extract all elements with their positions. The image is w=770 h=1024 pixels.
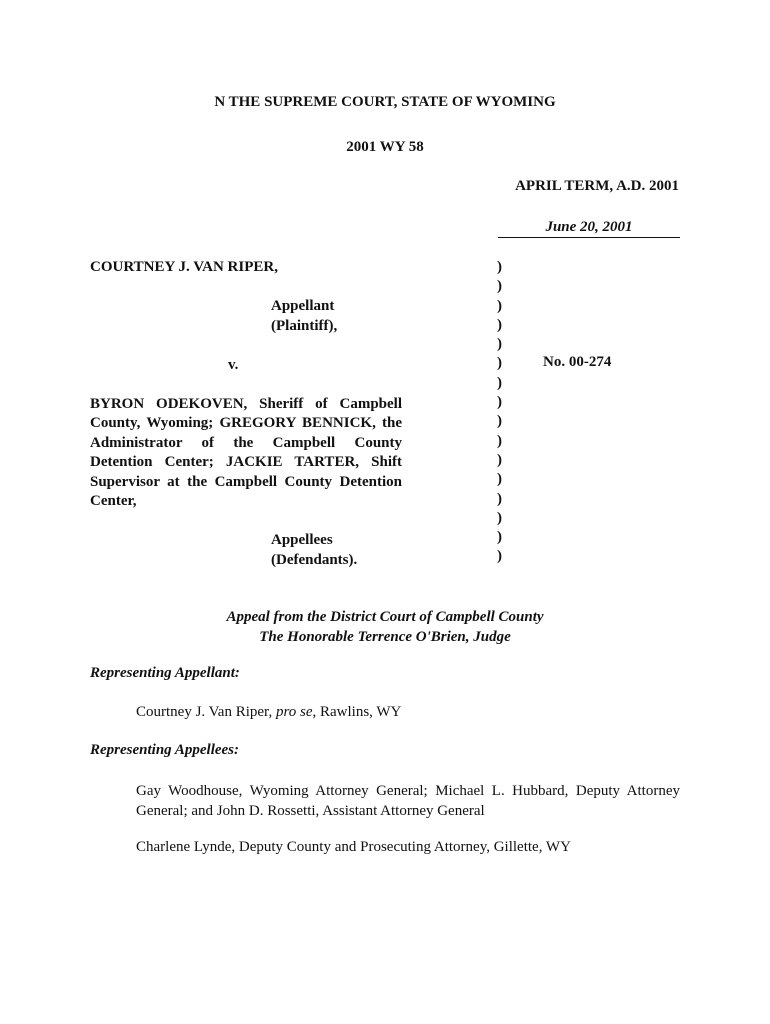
paren: ) [497,509,502,526]
paren: ) [497,451,502,468]
appellant-counsel-name: Courtney J. Van Riper, [136,704,276,720]
paren: ) [497,336,502,353]
term: APRIL TERM, A.D. 2001 [515,178,679,194]
paren: ) [497,316,502,333]
caption-parens [497,258,502,567]
appeal-court: Appeal from the District Court of Campbell County [226,609,544,625]
citation: 2001 WY 58 [346,139,424,155]
court-title: N THE SUPREME COURT, STATE OF WYOMING [214,94,556,110]
paren: ) [497,394,502,411]
appellees-role-paren: (Defendants). [271,551,358,568]
appellees-counsel-1: Gay Woodhouse, Wyoming Attorney General; Michael L. Hubbard, Deputy Attorney General; and John D. Rossetti, Assistant Attorney General [136,783,680,819]
pro-se: pro se [275,704,313,720]
appellant-role-paren: (Plaintiff), [271,317,338,334]
paren: ) [497,529,502,546]
paren: ) [497,548,502,565]
paren: ) [497,432,502,449]
appellant-counsel-place: , Rawlins, WY [312,704,402,720]
appeal-from [0,607,770,647]
paren: ) [497,355,502,372]
appellees-role: Appellees [271,532,333,548]
paren: ) [497,259,502,275]
paren: ) [497,413,502,430]
appeal-judge: The Honorable Terrence O'Brien, Judge [259,629,511,645]
paren: ) [497,374,502,391]
docket-number: No. 00-274 [543,354,612,370]
versus: v. [228,356,239,373]
representing-appellees-heading: Representing Appellees: [90,742,240,758]
appellees-counsel-2: Charlene Lynde, Deputy County and Prosecuting Attorney, Gillette, WY [136,839,571,855]
appellant-counsel [136,704,401,721]
appellant-name: COURTNEY J. VAN RIPER, [90,259,278,275]
paren: ) [497,490,502,507]
paren: ) [497,471,502,488]
paren: ) [497,297,502,314]
decision-date: June 20, 2001 [498,219,680,238]
representing-appellant-heading: Representing Appellant: [90,665,240,681]
paren: ) [497,278,502,295]
appellees-names: BYRON ODEKOVEN, Sheriff of Campbell County, Wyoming; GREGORY BENNICK, the Administrator of the Campbell County Detention Center; JACKIE TARTER, Shift Supervisor at the Campbell County Detention Center, [90,395,402,509]
case-caption-parties [90,258,420,570]
appellant-role: Appellant [271,298,335,314]
